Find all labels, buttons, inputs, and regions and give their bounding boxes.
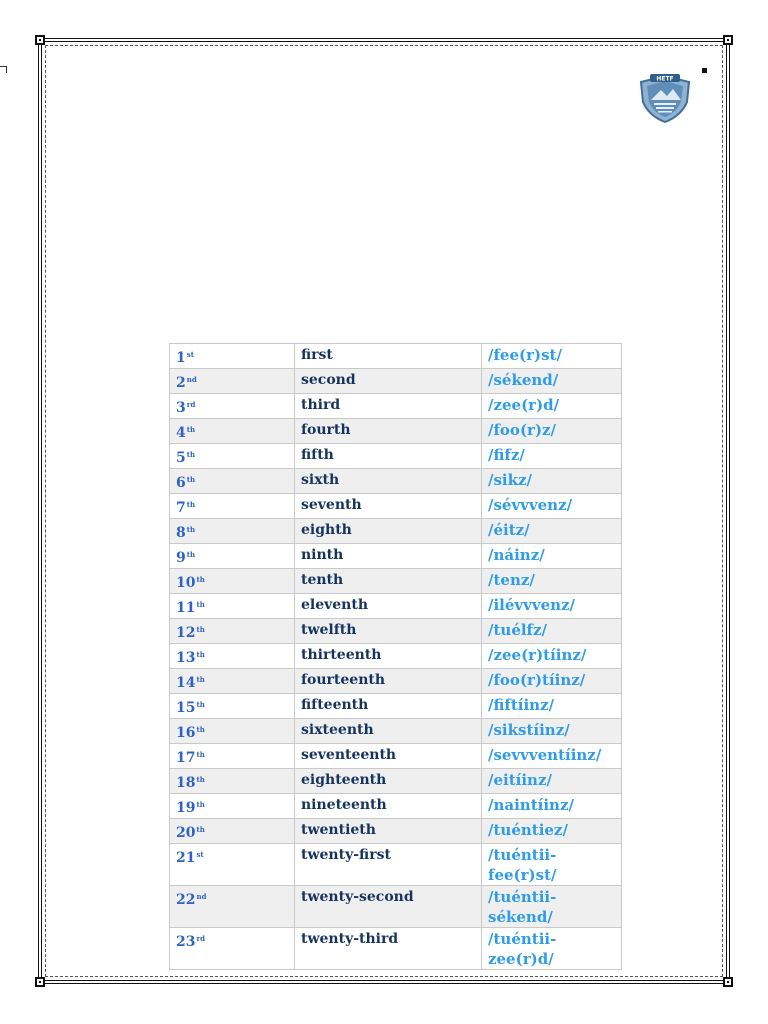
- pronunciation-text: /fiftíinz/: [488, 696, 555, 714]
- table-row: [170, 694, 622, 719]
- ordinal-number-cell: [170, 369, 295, 394]
- object-anchor-icon[interactable]: [702, 68, 707, 73]
- ordinal-word-cell: twelfth: [295, 619, 482, 644]
- ordinal-number-cell: [170, 444, 295, 469]
- border-corner-ornament: [723, 35, 733, 45]
- pronunciation-cell: [482, 744, 622, 769]
- ordinal-word-cell: eighth: [295, 519, 482, 544]
- pronunciation-text: /sevvventíinz/: [488, 746, 602, 764]
- ordinal-number-cell: [170, 344, 295, 369]
- ordinal-number: 14: [176, 675, 196, 691]
- pronunciation-cell: [482, 928, 622, 970]
- ordinal-word-cell: fourteenth: [295, 669, 482, 694]
- ordinal-number-cell: [170, 769, 295, 794]
- ordinal-number-cell: [170, 519, 295, 544]
- pronunciation-cell: [482, 419, 622, 444]
- ordinal-number: 4: [176, 425, 186, 441]
- ordinal-suffix: th: [196, 650, 205, 659]
- ordinal-number-cell: [170, 886, 295, 928]
- ordinal-number-cell: [170, 844, 295, 886]
- pronunciation-text: /tuéntii-: [488, 888, 557, 906]
- ordinal-number: 19: [176, 800, 196, 816]
- ordinal-number-cell: [170, 419, 295, 444]
- pronunciation-cell: [482, 494, 622, 519]
- ordinal-suffix: nd: [186, 375, 197, 384]
- ordinal-suffix: th: [196, 725, 205, 734]
- table-row: [170, 819, 622, 844]
- ordinal-number-cell: [170, 594, 295, 619]
- ordinal-suffix: st: [186, 350, 194, 359]
- pronunciation-cell: [482, 544, 622, 569]
- table-row: [170, 344, 622, 369]
- table-row: [170, 394, 622, 419]
- table-row: [170, 644, 622, 669]
- pronunciation-cell: [482, 644, 622, 669]
- ordinal-number: 18: [176, 775, 196, 791]
- ordinal-table-body: [170, 344, 622, 970]
- ordinal-word-cell: twenty-second: [295, 886, 482, 928]
- table-row: [170, 719, 622, 744]
- ordinal-word-cell: third: [295, 394, 482, 419]
- crop-mark: [0, 66, 7, 73]
- ordinal-number-cell: [170, 569, 295, 594]
- table-row: [170, 928, 622, 970]
- pronunciation-cell: [482, 619, 622, 644]
- ordinal-number: 1: [176, 350, 186, 366]
- ordinal-suffix: th: [186, 475, 196, 484]
- ordinal-number: 3: [176, 400, 186, 416]
- ordinal-number-cell: [170, 669, 295, 694]
- ordinal-suffix: th: [196, 800, 205, 809]
- ordinal-numbers-table: [169, 343, 622, 970]
- table-row: [170, 444, 622, 469]
- ordinal-suffix: th: [196, 775, 205, 784]
- pronunciation-cell: [482, 669, 622, 694]
- ordinal-word-cell: second: [295, 369, 482, 394]
- ordinal-number: 6: [176, 475, 186, 491]
- ordinal-word-cell: twenty-third: [295, 928, 482, 970]
- pronunciation-cell: [482, 519, 622, 544]
- pronunciation-text: /sékend/: [488, 371, 559, 389]
- pronunciation-cell: [482, 369, 622, 394]
- pronunciation-text: /tuéntii-: [488, 846, 557, 864]
- ordinal-number: 20: [176, 825, 196, 841]
- ordinal-number: 11: [176, 600, 196, 616]
- pronunciation-text: /eitíinz/: [488, 771, 552, 789]
- pronunciation-text: /tenz/: [488, 571, 535, 589]
- pronunciation-cell: [482, 344, 622, 369]
- ordinal-word-cell: seventeenth: [295, 744, 482, 769]
- ordinal-word-cell: tenth: [295, 569, 482, 594]
- pronunciation-text: /sikstíinz/: [488, 721, 570, 739]
- ordinal-word-cell: fifteenth: [295, 694, 482, 719]
- table-row: [170, 886, 622, 928]
- border-corner-ornament: [35, 35, 45, 45]
- table-row: [170, 569, 622, 594]
- table-row: [170, 519, 622, 544]
- pronunciation-cell: [482, 569, 622, 594]
- ordinal-number: 5: [176, 450, 186, 466]
- border-corner-ornament: [35, 977, 45, 987]
- pronunciation-cell: [482, 394, 622, 419]
- ordinal-suffix: th: [196, 625, 205, 634]
- table-row: [170, 369, 622, 394]
- ordinal-number-cell: [170, 469, 295, 494]
- ordinal-word-cell: thirteenth: [295, 644, 482, 669]
- ordinal-suffix: th: [186, 425, 196, 434]
- ordinal-number: 2: [176, 375, 186, 391]
- table-row: [170, 669, 622, 694]
- pronunciation-text: /éitz/: [488, 521, 530, 539]
- ordinal-number-cell: [170, 644, 295, 669]
- ordinal-number-cell: [170, 928, 295, 970]
- table-row: [170, 794, 622, 819]
- pronunciation-text: /zee(r)tíinz/: [488, 646, 587, 664]
- table-row: [170, 844, 622, 886]
- ordinal-suffix: rd: [186, 400, 196, 409]
- ordinal-number-cell: [170, 694, 295, 719]
- pronunciation-cell: [482, 794, 622, 819]
- ordinal-suffix: rd: [196, 934, 206, 943]
- ordinal-word-cell: sixteenth: [295, 719, 482, 744]
- table-row: [170, 769, 622, 794]
- pronunciation-cell: [482, 769, 622, 794]
- table-row: [170, 544, 622, 569]
- pronunciation-text: /zee(r)d/: [488, 396, 560, 414]
- ordinal-suffix: th: [186, 550, 196, 559]
- pronunciation-text: /ilévvvenz/: [488, 596, 576, 614]
- pronunciation-text: /foo(r)z/: [488, 421, 557, 439]
- ordinal-suffix: th: [186, 525, 196, 534]
- ordinal-number: 8: [176, 525, 186, 541]
- ordinal-suffix: th: [186, 500, 196, 509]
- ordinal-number: 21: [176, 850, 196, 866]
- ordinal-number-cell: [170, 494, 295, 519]
- ordinal-word-cell: twenty-first: [295, 844, 482, 886]
- ordinal-number: 10: [176, 575, 196, 591]
- pronunciation-text: /foo(r)tíinz/: [488, 671, 586, 689]
- ordinal-word-cell: first: [295, 344, 482, 369]
- ordinal-suffix: st: [196, 850, 204, 859]
- ordinal-suffix: nd: [196, 892, 207, 901]
- ordinal-word-cell: nineteenth: [295, 794, 482, 819]
- ordinal-number: 12: [176, 625, 196, 641]
- ordinal-word-cell: ninth: [295, 544, 482, 569]
- pronunciation-text: /sikz/: [488, 471, 533, 489]
- pronunciation-text: fee(r)st/: [488, 866, 557, 884]
- pronunciation-text: /tuéntii-: [488, 930, 557, 948]
- ordinal-number-cell: [170, 619, 295, 644]
- ordinal-suffix: th: [196, 600, 205, 609]
- ordinal-number: 17: [176, 750, 196, 766]
- table-row: [170, 619, 622, 644]
- pronunciation-cell: [482, 844, 622, 886]
- ordinal-suffix: th: [196, 575, 205, 584]
- ordinal-word-cell: eleventh: [295, 594, 482, 619]
- table-row: [170, 744, 622, 769]
- ordinal-word-cell: seventh: [295, 494, 482, 519]
- ordinal-number: 13: [176, 650, 196, 666]
- pronunciation-cell: [482, 694, 622, 719]
- pronunciation-text: /naintíinz/: [488, 796, 574, 814]
- ordinal-number: 16: [176, 725, 196, 741]
- school-crest-logo: [637, 72, 693, 124]
- ordinal-suffix: th: [196, 700, 205, 709]
- ordinal-suffix: th: [186, 450, 196, 459]
- ordinal-number: 15: [176, 700, 196, 716]
- pronunciation-text: /náinz/: [488, 546, 545, 564]
- ordinal-number: 22: [176, 892, 196, 908]
- ordinal-word-cell: eighteenth: [295, 769, 482, 794]
- pronunciation-cell: [482, 469, 622, 494]
- table-row: [170, 469, 622, 494]
- ordinal-word-cell: fifth: [295, 444, 482, 469]
- ordinal-number: 23: [176, 934, 196, 950]
- ordinal-number-cell: [170, 544, 295, 569]
- logo-text: HETF: [656, 75, 674, 83]
- border-corner-ornament: [723, 977, 733, 987]
- ordinal-word-cell: twentieth: [295, 819, 482, 844]
- pronunciation-cell: [482, 594, 622, 619]
- pronunciation-cell: [482, 444, 622, 469]
- pronunciation-text: /fee(r)st/: [488, 346, 562, 364]
- ordinal-suffix: th: [196, 825, 205, 834]
- ordinal-number-cell: [170, 394, 295, 419]
- pronunciation-cell: [482, 886, 622, 928]
- pronunciation-text: sékend/: [488, 908, 553, 926]
- pronunciation-text: /tuéntiez/: [488, 821, 568, 839]
- pronunciation-text: /fifz/: [488, 446, 525, 464]
- table-row: [170, 419, 622, 444]
- table-row: [170, 494, 622, 519]
- pronunciation-text: /sévvvenz/: [488, 496, 573, 514]
- ordinal-number-cell: [170, 794, 295, 819]
- ordinal-suffix: th: [196, 675, 205, 684]
- ordinal-number: 7: [176, 500, 186, 516]
- ordinal-word-cell: fourth: [295, 419, 482, 444]
- pronunciation-text: zee(r)d/: [488, 950, 554, 968]
- ordinal-number: 9: [176, 550, 186, 566]
- ordinal-suffix: th: [196, 750, 205, 759]
- ordinal-number-cell: [170, 744, 295, 769]
- pronunciation-cell: [482, 819, 622, 844]
- pronunciation-text: /tuélfz/: [488, 621, 548, 639]
- ordinal-number-cell: [170, 819, 295, 844]
- pronunciation-cell: [482, 719, 622, 744]
- ordinal-word-cell: sixth: [295, 469, 482, 494]
- ordinal-number-cell: [170, 719, 295, 744]
- table-row: [170, 594, 622, 619]
